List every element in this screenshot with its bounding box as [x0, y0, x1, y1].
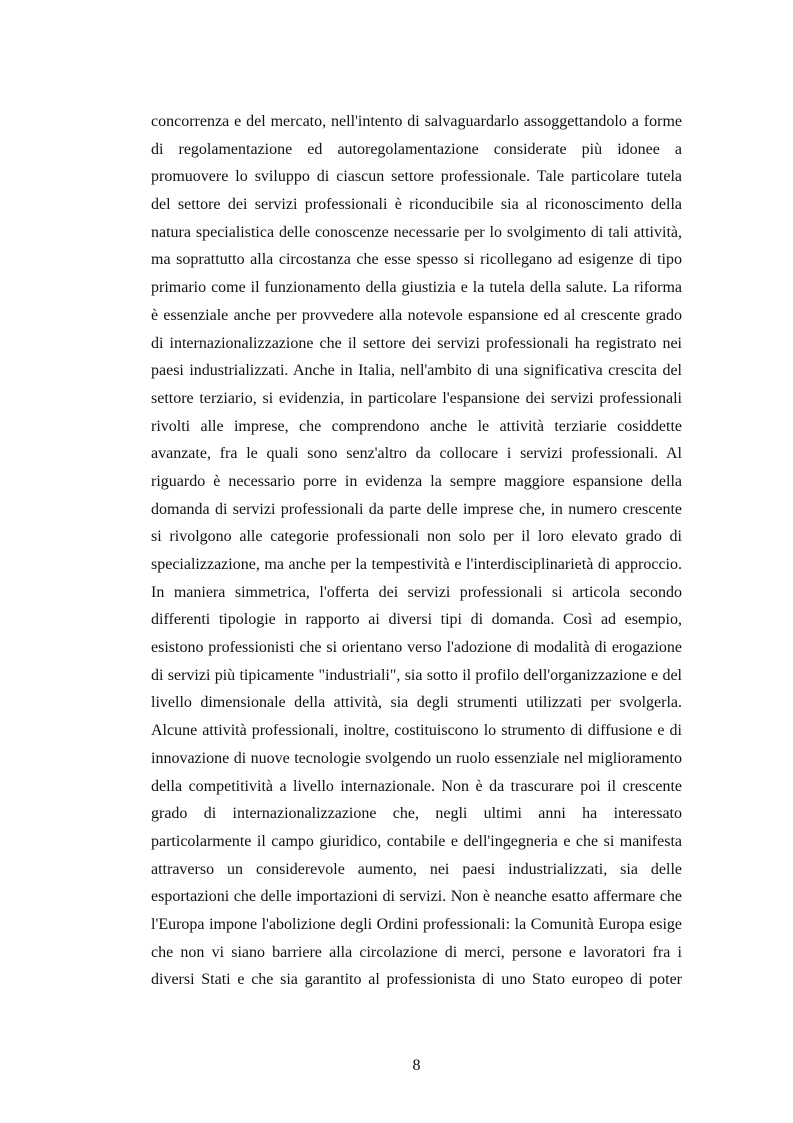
text-line: primario come il funzionamento della giustizia e la tutela della salute. La riforma	[151, 279, 682, 297]
text-line: riguardo è necessario porre in evidenza la sempre maggiore espansione della	[151, 472, 682, 490]
text-line: differenti tipologie in rapporto ai diversi tipi di domanda. Così ad esempio,	[151, 611, 682, 629]
page-number: 8	[412, 1057, 421, 1074]
text-line: particolarmente il campo giuridico, contabile e dell'ingegneria e che si manifesta	[151, 832, 682, 850]
text-line: si rivolgono alle categorie professionali non solo per il loro elevato grado di	[151, 528, 682, 546]
text-line: promuovere lo sviluppo di ciascun settore professionale. Tale particolare tutela	[151, 168, 682, 186]
text-line: avanzate, fra le quali sono senz'altro da collocare i servizi professionali. Al	[151, 445, 682, 463]
text-line: di servizi più tipicamente "industriali", sia sotto il profilo dell'organizzazione e del	[151, 666, 682, 684]
text-line: specializzazione, ma anche per la tempestività e l'interdisciplinarietà di approccio.	[151, 556, 682, 573]
text-line: rivolti alle imprese, che comprendono anche le attività terziarie cosiddette	[151, 417, 682, 435]
text-line: domanda di servizi professionali da parte delle imprese che, in numero crescente	[151, 500, 682, 518]
body-paragraph	[151, 108, 682, 994]
text-line: natura specialistica delle conoscenze necessarie per lo svolgimento di tali attività,	[151, 223, 682, 241]
text-line: ma soprattutto alla circostanza che esse spesso si ricollegano ad esigenze di tipo	[151, 251, 682, 269]
text-line: di internazionalizzazione che il settore dei servizi professionali ha registrato nei	[151, 334, 682, 352]
text-line: della competitività a livello internazionale. Non è da trascurare poi il crescente	[151, 777, 682, 795]
text-line: paesi industrializzati. Anche in Italia, nell'ambito di una significativa crescita del	[151, 362, 682, 380]
text-line: l'Europa impone l'abolizione degli Ordini professionali: la Comunità Europa esige	[151, 915, 682, 933]
text-line: esistono professionisti che si orientano verso l'adozione di modalità di erogazione	[151, 639, 682, 657]
text-line: innovazione di nuove tecnologie svolgendo un ruolo essenziale nel miglioramento	[151, 749, 682, 767]
text-line: esportazioni che delle importazioni di servizi. Non è neanche esatto affermare che	[151, 888, 682, 906]
text-line: è essenziale anche per provvedere alla notevole espansione ed al crescente grado	[151, 306, 682, 324]
text-line: del settore dei servizi professionali è riconducibile sia al riconoscimento della	[151, 196, 682, 214]
text-line: grado di internazionalizzazione che, negli ultimi anni ha interessato	[151, 805, 682, 823]
text-line: Alcune attività professionali, inoltre, costituiscono lo strumento di diffusione e di	[151, 722, 682, 740]
text-line: settore terziario, si evidenzia, in particolare l'espansione dei servizi professionali	[151, 389, 682, 407]
text-line: diversi Stati e che sia garantito al professionista di uno Stato europeo di poter	[151, 971, 682, 989]
text-line: che non vi siano barriere alla circolazione di merci, persone e lavoratori fra i	[151, 943, 682, 961]
text-line: attraverso un considerevole aumento, nei paesi industrializzati, sia delle	[151, 860, 682, 878]
text-line: In maniera simmetrica, l'offerta dei servizi professionali si articola secondo	[151, 583, 682, 601]
text-line: livello dimensionale della attività, sia degli strumenti utilizzati per svolgerla.	[151, 694, 682, 712]
text-line: di regolamentazione ed autoregolamentazione considerate più idonee a	[151, 140, 682, 158]
text-line: concorrenza e del mercato, nell'intento di salvaguardarlo assoggettandolo a forme	[151, 113, 682, 130]
